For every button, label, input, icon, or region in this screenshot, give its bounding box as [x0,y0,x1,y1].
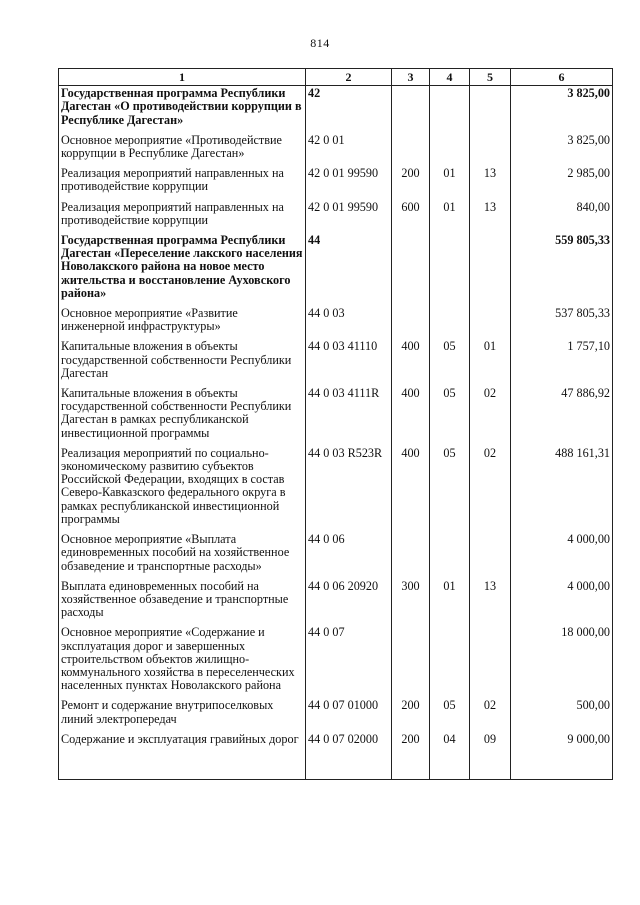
row-expense-type [392,532,430,579]
table-row [59,339,613,386]
row-name: Капитальные вложения в объекты государственной собственности Республики Дагестан в рамках республиканской инвестиционной программы [59,386,306,446]
row-name: Реализация мероприятий направленных на противодействие коррупции [59,166,306,199]
row-amount: 537 805,33 [511,306,613,339]
header-row [59,69,613,86]
row-expense-type [392,233,430,306]
table-body [59,86,613,780]
row-subsection: 09 [470,732,511,780]
row-section [430,133,470,166]
row-name: Реализация мероприятий направленных на противодействие коррупции [59,200,306,233]
row-amount: 488 161,31 [511,446,613,532]
row-amount: 9 000,00 [511,732,613,780]
row-subsection: 02 [470,386,511,446]
row-amount: 1 757,10 [511,339,613,386]
row-amount: 18 000,00 [511,625,613,698]
row-code: 42 0 01 [306,133,392,166]
table-row [59,446,613,532]
table-row [59,200,613,233]
table-row [59,532,613,579]
column-header: 3 [392,69,430,86]
row-subsection [470,133,511,166]
row-code: 42 [306,86,392,133]
row-section [430,306,470,339]
row-subsection: 13 [470,200,511,233]
row-section: 01 [430,200,470,233]
row-section [430,86,470,133]
row-name: Содержание и эксплуатация гравийных дорог [59,732,306,780]
table-row [59,732,613,780]
row-section: 05 [430,446,470,532]
table-row [59,133,613,166]
row-amount: 3 825,00 [511,86,613,133]
row-expense-type: 200 [392,166,430,199]
row-expense-type: 400 [392,339,430,386]
row-code: 42 0 01 99590 [306,166,392,199]
row-name: Реализация мероприятий по социально-экономическому развитию субъектов Российской Федерации, входящих в состав Северо-Кавказского федерального округа в рамках республиканской инвестиционной программы [59,446,306,532]
row-section: 01 [430,166,470,199]
row-subsection [470,532,511,579]
row-section [430,233,470,306]
column-header: 1 [59,69,306,86]
row-code: 44 0 03 R523R [306,446,392,532]
row-amount: 4 000,00 [511,579,613,626]
row-section: 05 [430,339,470,386]
page-number: 814 [310,36,330,50]
row-subsection [470,86,511,133]
row-subsection [470,306,511,339]
row-expense-type [392,86,430,133]
budget-table [58,68,613,780]
row-name: Основное мероприятие «Противодействие коррупции в Республике Дагестан» [59,133,306,166]
row-expense-type [392,306,430,339]
row-amount: 4 000,00 [511,532,613,579]
row-code: 44 0 03 [306,306,392,339]
row-section: 04 [430,732,470,780]
row-amount: 2 985,00 [511,166,613,199]
table-row [59,306,613,339]
row-section [430,532,470,579]
column-header: 6 [511,69,613,86]
row-code: 44 [306,233,392,306]
column-header: 2 [306,69,392,86]
row-subsection [470,233,511,306]
row-code: 42 0 01 99590 [306,200,392,233]
row-amount: 840,00 [511,200,613,233]
row-expense-type: 400 [392,386,430,446]
column-header: 5 [470,69,511,86]
row-name: Государственная программа Республики Дагестан «О противодействии коррупции в Республике Дагестан» [59,86,306,133]
row-code: 44 0 07 01000 [306,698,392,731]
row-amount: 47 886,92 [511,386,613,446]
row-subsection: 13 [470,579,511,626]
table-row [59,166,613,199]
table-row [59,579,613,626]
row-name: Государственная программа Республики Дагестан «Переселение лакского населения Новолакского района на новое место жительства и восстановление Ауховского района» [59,233,306,306]
table-row [59,698,613,731]
row-subsection [470,625,511,698]
table-row [59,233,613,306]
row-subsection: 02 [470,446,511,532]
row-section [430,625,470,698]
row-name: Капитальные вложения в объекты государственной собственности Республики Дагестан [59,339,306,386]
row-name: Основное мероприятие «Содержание и эксплуатация дорог и завершенных строительством объектов жилищно-коммунального хозяйства в переселенческих населенных пунктах Новолакского района [59,625,306,698]
row-expense-type: 200 [392,698,430,731]
column-header: 4 [430,69,470,86]
row-expense-type [392,133,430,166]
row-code: 44 0 03 41110 [306,339,392,386]
table-row [59,386,613,446]
row-expense-type [392,625,430,698]
row-expense-type: 200 [392,732,430,780]
row-name: Основное мероприятие «Развитие инженерной инфраструктуры» [59,306,306,339]
row-code: 44 0 07 02000 [306,732,392,780]
row-code: 44 0 07 [306,625,392,698]
row-section: 05 [430,386,470,446]
row-subsection: 01 [470,339,511,386]
row-amount: 500,00 [511,698,613,731]
row-section: 01 [430,579,470,626]
row-expense-type: 400 [392,446,430,532]
row-expense-type: 600 [392,200,430,233]
row-code: 44 0 06 [306,532,392,579]
row-code: 44 0 03 4111R [306,386,392,446]
row-name: Ремонт и содержание внутрипоселковых линий электропередач [59,698,306,731]
row-amount: 559 805,33 [511,233,613,306]
row-amount: 3 825,00 [511,133,613,166]
row-name: Основное мероприятие «Выплата единовременных пособий на хозяйственное обзаведение и транспортные расходы» [59,532,306,579]
table-row [59,86,613,133]
row-section: 05 [430,698,470,731]
table-row [59,625,613,698]
row-code: 44 0 06 20920 [306,579,392,626]
row-expense-type: 300 [392,579,430,626]
row-subsection: 13 [470,166,511,199]
row-name: Выплата единовременных пособий на хозяйственное обзаведение и транспортные расходы [59,579,306,626]
row-subsection: 02 [470,698,511,731]
